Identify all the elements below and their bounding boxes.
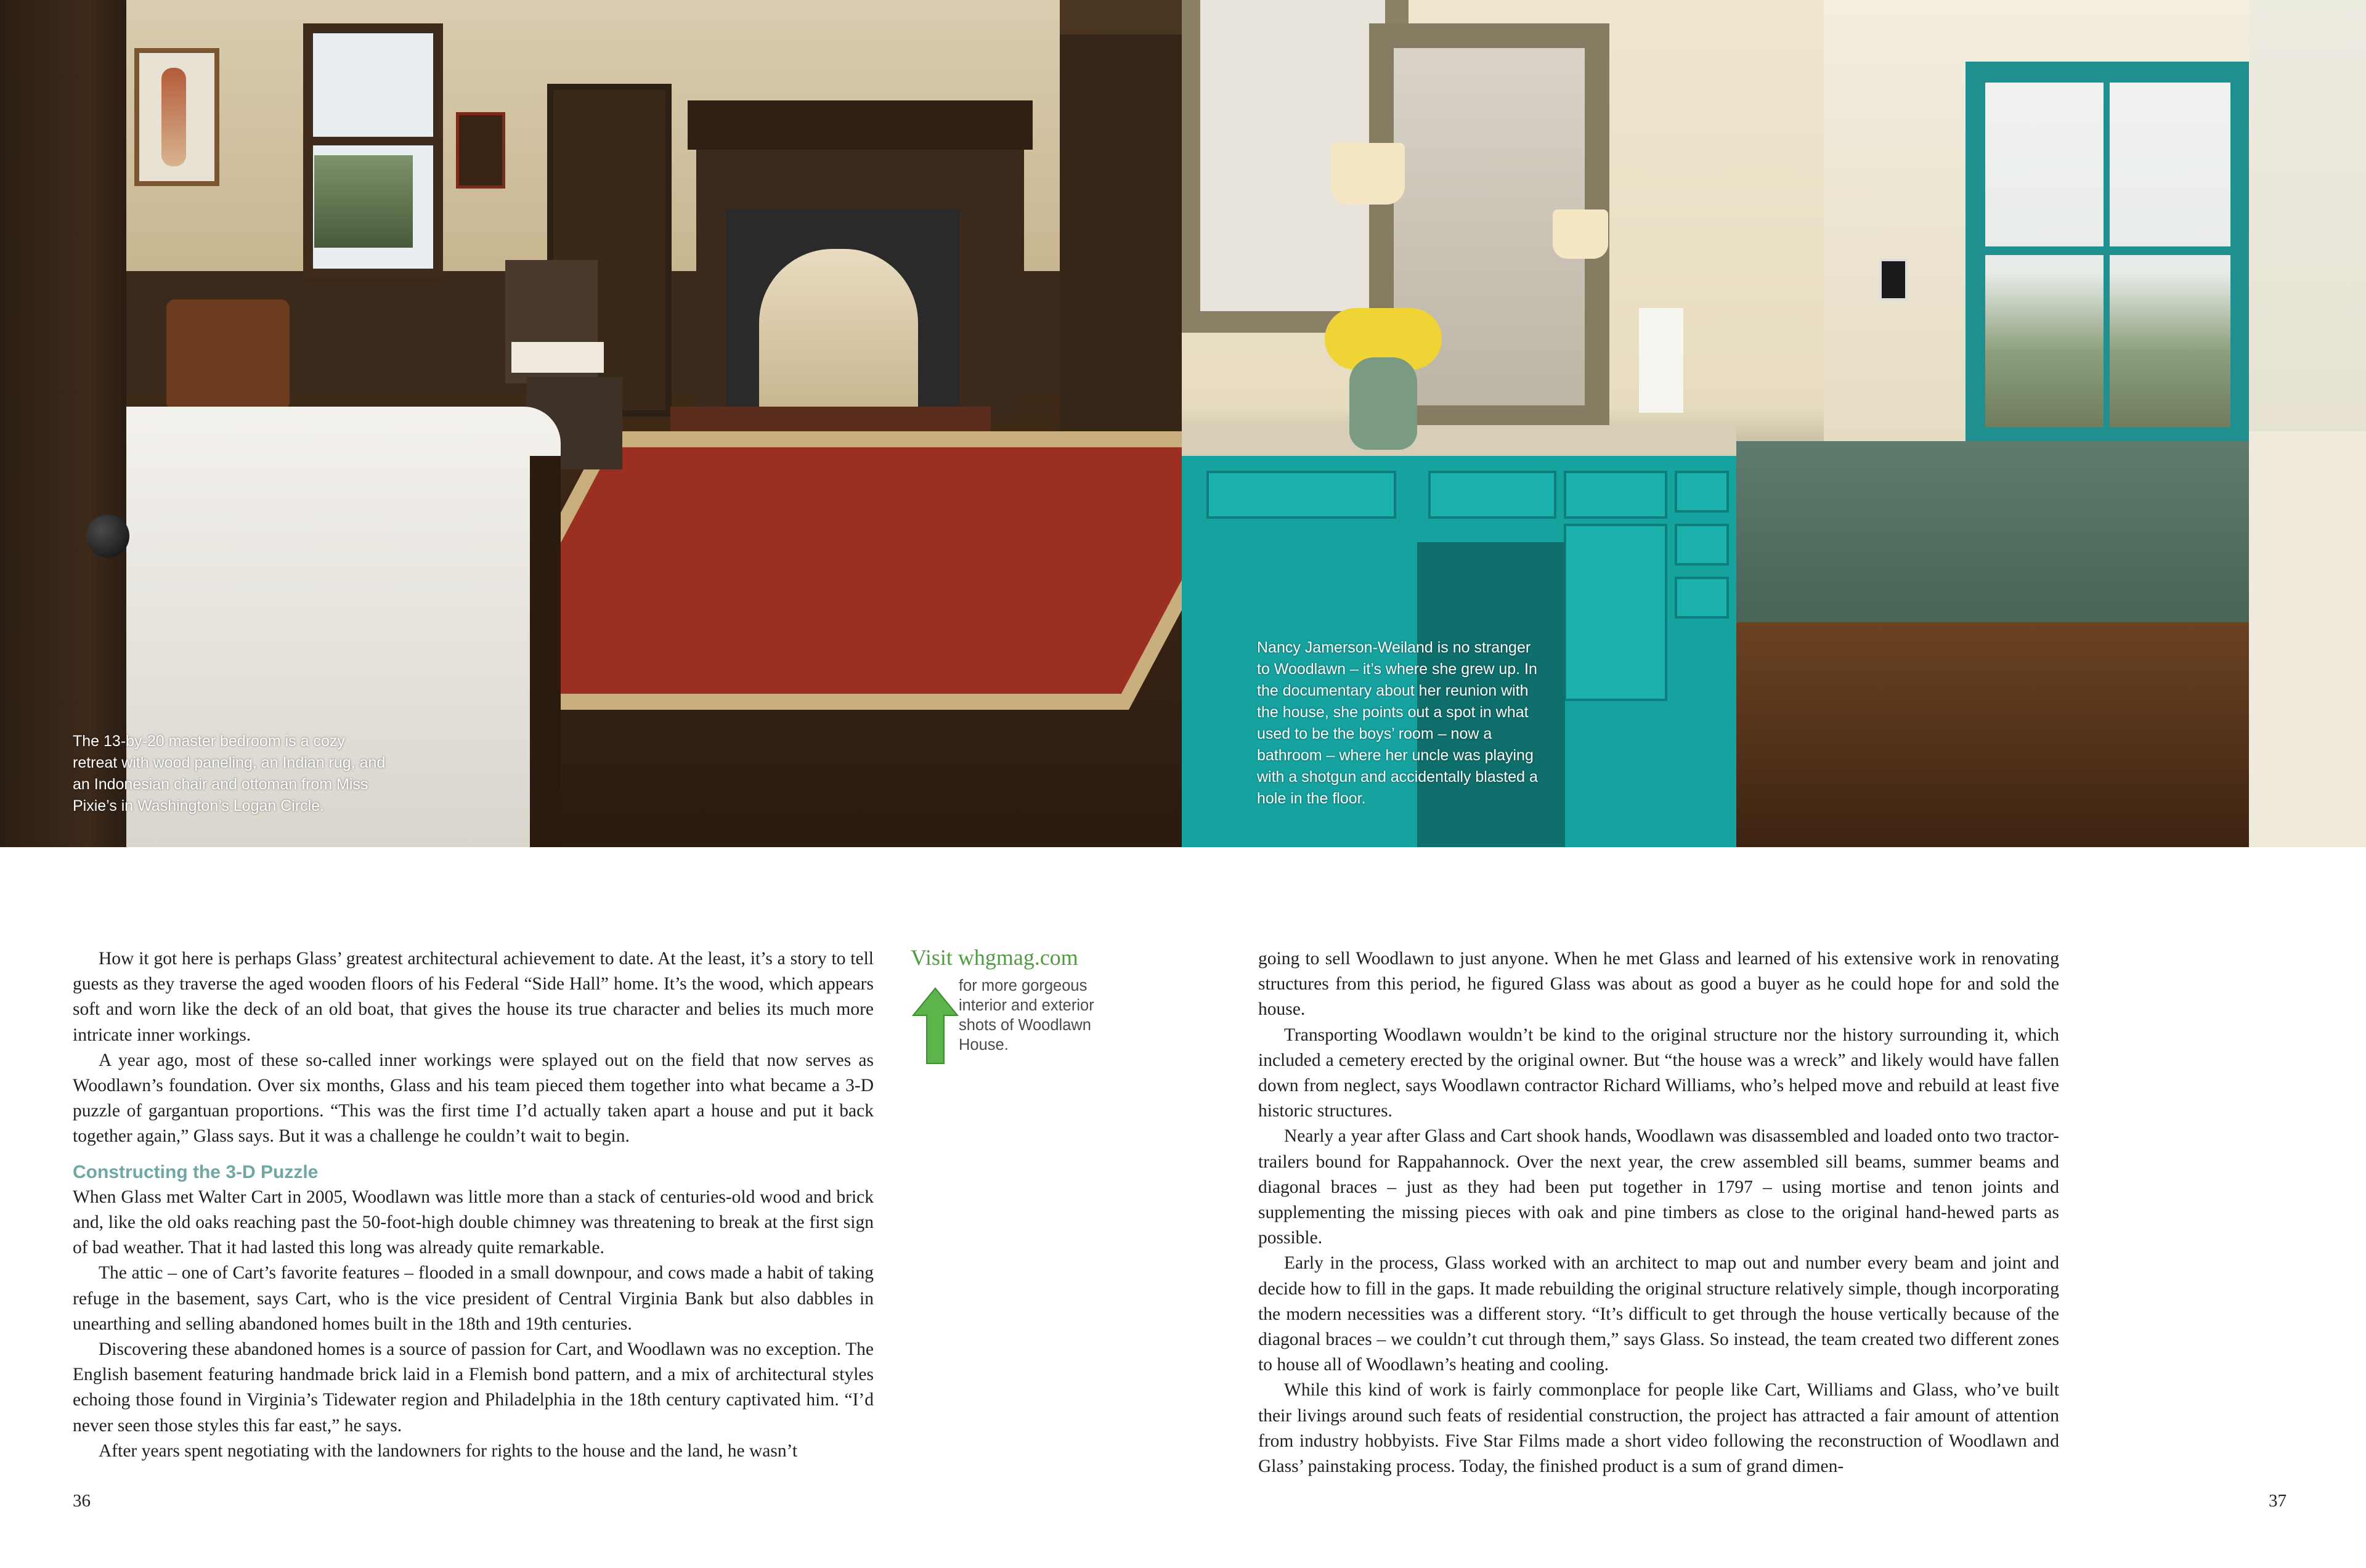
paragraph: While this kind of work is fairly commonplace for people like Cart, Williams and Glass, who’ve built their livings around such feats of residential construction, the project has attracted a fair amount of attention from industry hobbyists. Five Star Films made a short video following the reconstruction of Woodlawn and Glass’ painstaking process. Today, the finished product is a sum of grand dimen- [1258,1380,2059,1477]
window-sash [1985,246,2230,255]
vanity-drawer [1428,471,1556,519]
page-number-right: 37 [2269,1491,2287,1511]
wall-sconce [1553,209,1608,259]
photo-caption-left: The 13-by-20 master bedroom is a cozy retreat with wood paneling, an Indian rug, and an Indonesian chair and ottoman from Miss Pixie’s in Washington’s Logan Circle. [73,733,386,814]
promo-link[interactable]: Visit whgmag.com [911,945,1078,970]
paragraph: The attic – one of Cart’s favorite features – flooded in a small downpour, and cows made a habit of taking refuge in the basement, says Cart, who is the vice president of Central Virginia Bank but also dabbles in unearthing and selling abandoned homes built in the 18th and 19th centuries. [73,1263,874,1334]
bathtub [2249,431,2366,847]
paragraph: going to sell Woodlawn to just anyone. When he met Glass and learned of his extensive work in renovating structures from this period, he figured Glass was about as good a buyer as he could hope for and sold the house. [1258,949,2059,1020]
wall-sconce [1331,143,1405,205]
chair-cushion [511,342,604,373]
wooden-chair [166,299,290,410]
bathroom-photo [1182,0,2366,847]
window-view [314,155,413,248]
paragraph: When Glass met Walter Cart in 2005, Woodlawn was little more than a stack of centuries-old wood and brick and, like the old oaks reaching past the 50-foot-high double chimney was threatening to break at the first sign of bad weather. That it had lasted this long was already quite remarkable. [73,1187,874,1258]
paragraph: Early in the process, Glass worked with an architect to map out and number every beam and joint and decide how to fill in the gaps. It made rebuilding the original structure relatively simple, though incorporating the modern necessities was a different story. “It’s difficult to get through the house vertically because of the diagonal braces – we couldn’t cut through them,” says Glass. So instead, the team created two different zones to house all of Woodlawn’s heating and cooling. [1258,1253,2059,1375]
open-door-edge [0,0,126,847]
paragraph: After years spent negotiating with the landowners for rights to the house and the land, he wasn’t [99,1440,798,1461]
painting-figure [161,68,186,166]
doorknob [86,514,129,558]
firebox [759,249,918,415]
promo-text: for more gorgeous interior and exterior shots of Woodlawn House. [959,977,1094,1054]
page-number-left: 36 [73,1491,91,1511]
article-column-right [1258,946,2059,1479]
vanity-drawer [1564,471,1667,519]
vase [1349,357,1417,450]
vanity-drawer [1675,524,1729,566]
section-subhead: Constructing the 3-D Puzzle [73,1161,319,1182]
arrow-up-icon [911,987,960,1067]
paragraph: How it got here is perhaps Glass’ greatest architectural achievement to date. At the least, it’s a story to tell guests as they traverse the aged wooden floors of his Federal “Side Hall” home. It’s the wood, which appears soft and worn like the deck of an old boat, that gives the house its true character and belies its much more intricate inner workings. [73,949,874,1045]
paragraph: Nearly a year after Glass and Cart shook hands, Woodlawn was disassembled and loaded onto two tractor-trailers bound for Rappahannock. Over the next year, the crew assembled sill beams, summer beams and diagonal braces – just as they had been put together in 1797 – using mortise and tenon joints and supplementing the missing pieces with oak and pine timbers as close to the original hand-hewed parts as possible. [1258,1126,2059,1248]
vanity-drawer [1675,577,1729,619]
bedroom-photo [0,0,1182,847]
vanity-drawer [1206,471,1396,519]
hand-towel [1639,308,1683,413]
paragraph: Discovering these abandoned homes is a source of passion for Cart, and Woodlawn was no exception. The English basement featuring handmade brick laid in a Flemish bond pattern, and a mix of architectural styles echoing those found in Virginia’s Tidewater region and Philadelphia in the 18th century captivated him. “I’d never seen those styles this far east,” he says. [73,1339,874,1436]
framed-butterfly [1879,259,1908,301]
paragraph: Transporting Woodlawn wouldn’t be kind to the original structure nor the history surrounding it, which included a cemetery erected by the original owner. But “the house was a wreck” and likely would have fallen down from neglect, says Woodlawn contractor Richard Williams, who’s helped move and rebuild at least five historic structures. [1258,1025,2059,1121]
bed-footboard [530,456,561,847]
window-mullion [2104,83,2110,428]
vanity-cabinet-door [1564,524,1667,701]
wall-sign [456,112,505,189]
window-sash [303,137,443,145]
article-column-left [73,946,874,1464]
website-promo [911,944,1102,1054]
mantel [688,100,1033,150]
paragraph: A year ago, most of these so-called inner workings were splayed out on the field that now serves as Woodlawn’s foundation. Over six months, Glass and his team pieced them together into what became a 3-D puzzle of gargantuan proportions. “This was the first time I’d actually taken apart a house and put it back together again,” Glass says. But it was a challenge he couldn’t wait to begin. [73,1050,874,1147]
vanity-drawer [1675,471,1729,513]
photo-caption-right: Nancy Jamerson-Weiland is no stranger to Woodlawn – it’s where she grew up. In the documentary about her reunion with the house, she points out a spot in what used to be the boys’ room – now a bathroom – where her uncle was playing with a shotgun and accidentally blasted a hole in the floor. [1257,639,1538,807]
